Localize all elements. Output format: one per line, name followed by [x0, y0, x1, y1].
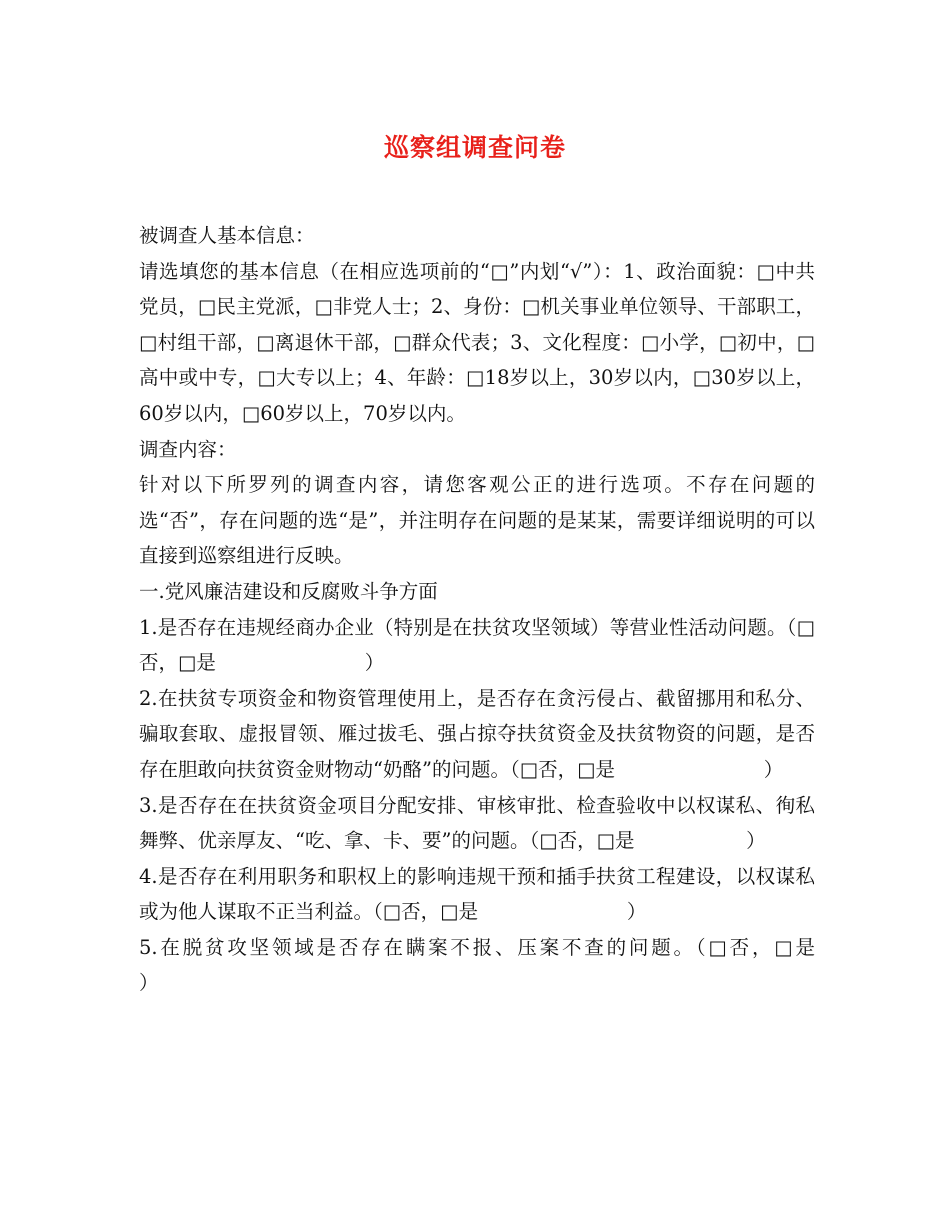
question-3: 3.是否存在在扶贫资金项目分配安排、审核审批、检查验收中以权谋私、徇私舞弊、优亲厚友、“吃、拿、卡、要”的问题。（□否，□是 ） — [139, 793, 815, 853]
question-2: 2.在扶贫专项资金和物资管理使用上，是否存在贪污侵占、截留挪用和私分、骗取套取、虚报冒领、雁过拔毛、强占掠夺扶贫资金及扶贫物资的问题，是否存在胆敢向扶贫资金财物动“奶酪”的问题。（□否，□是 ） — [139, 686, 815, 781]
basic-info-instructions: 请选填您的基本信息（在相应选项前的“□”内划“√”）：1、政治面貌：□中共党员，□民主党派，□非党人士；2、身份：□机关事业单位领导、干部职工，□村组干部，□离退休干部，□群众代表；3、文化程度：□小学，□初中，□高中或中专，□大专以上；4、年龄：□18岁以上，30岁以内，□30岁以上，60岁以内，□60岁以上，70岁以内。 — [139, 259, 815, 425]
question-5: 5.在脱贫攻坚领域是否存在瞒案不报、压案不查的问题。（□否，□是 ） — [139, 935, 933, 995]
survey-instructions: 针对以下所罗列的调查内容，请您客观公正的进行选项。不存在问题的选“否”，存在问题的选“是”，并注明存在问题的是某某，需要详细说明的可以直接到巡察组进行反映。 — [139, 473, 815, 568]
question-1: 1.是否存在违规经商办企业（特别是在扶贫攻坚领域）等营业性活动问题。（□否，□是 ） — [139, 615, 815, 675]
question-4: 4.是否存在利用职务和职权上的影响违规干预和插手扶贫工程建设，以权谋私或为他人谋取不正当利益。（□否，□是 ） — [139, 864, 815, 924]
basic-info-heading: 被调查人基本信息： — [139, 224, 315, 247]
document-title: 巡察组调查问卷 — [383, 133, 566, 162]
survey-content-heading: 调查内容： — [139, 437, 237, 461]
section-heading: 一.党风廉洁建设和反腐败斗争方面 — [139, 579, 438, 603]
document-body — [139, 218, 933, 1001]
